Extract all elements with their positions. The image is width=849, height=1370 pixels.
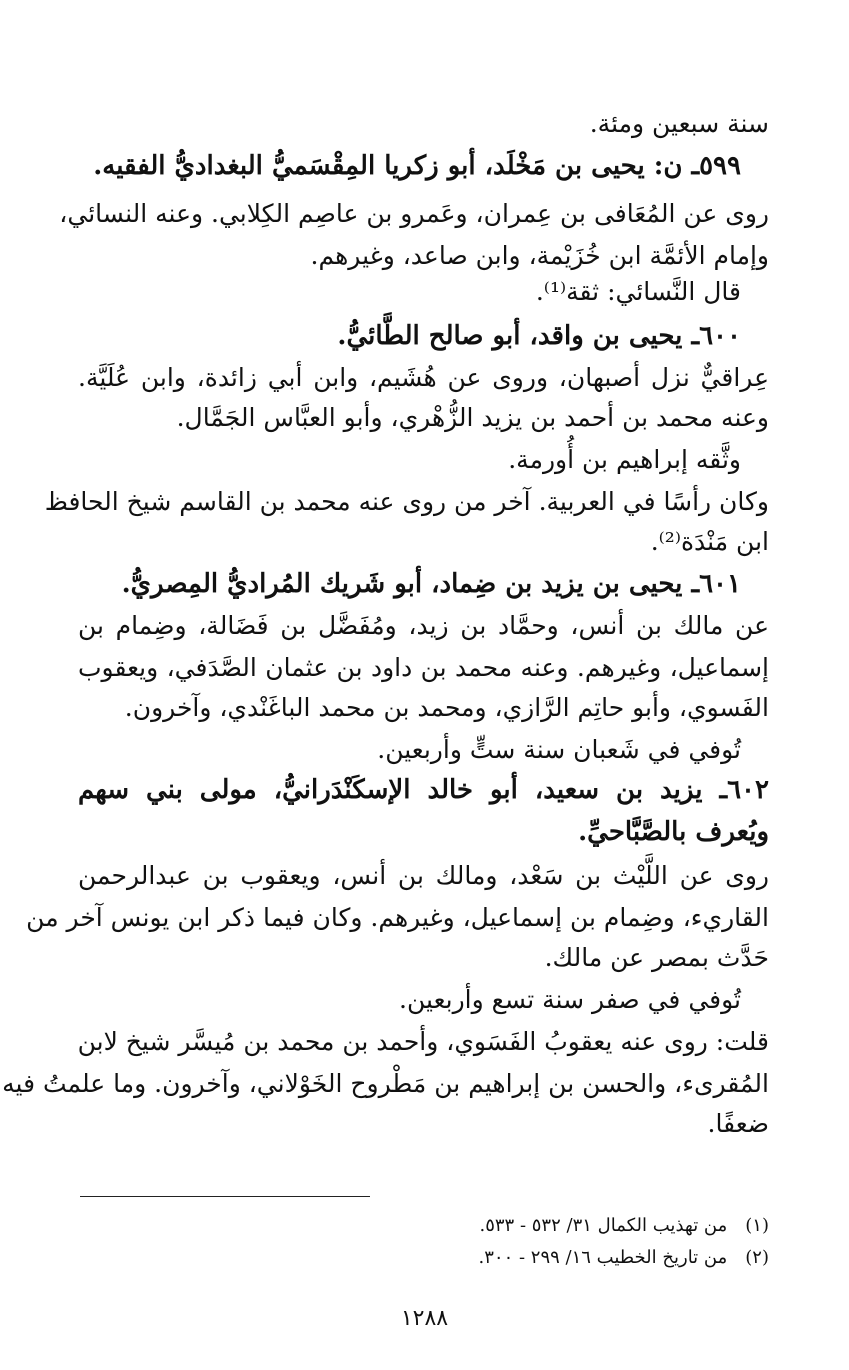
text-line: وكان رأسًا في العربية. آخر من روى عنه محمد بن القاسم شيخ الحافظ <box>44 487 769 516</box>
text-line: ابن مَنْدَة⁽²⁾. <box>650 527 769 556</box>
footnote-number: (٢) <box>745 1247 769 1268</box>
text-line: ضعفًا. <box>707 1109 769 1138</box>
text-line: عِراقيٌّ نزل أصبهان، وروى عن هُشَيم، وابن أبي زائدة، وابن عُلَيَّة. <box>78 363 769 392</box>
entry-heading-602: ٦٠٢ـ يزيد بن سعيد، أبو خالد الإسكَنْدَرانيُّ، مولى بني سهم <box>78 775 769 805</box>
footnote-text: من تاريخ الخطيب ١٦/ ٢٩٩ - ٣٠٠. <box>478 1247 728 1268</box>
footnote-2 <box>80 1244 769 1272</box>
entry-heading-602-cont: ويُعرف بالصَّبَّاحيِّ. <box>578 817 769 847</box>
entry-heading-599: ٥٩٩ـ ن: يحيى بن مَخْلَد، أبو زكريا المِقْسَميُّ البغداديُّ الفقيه. <box>93 151 741 181</box>
text-line: روى عن اللَّيْث بن سَعْد، ومالك بن أنس، ويعقوب بن عبدالرحمن <box>78 861 769 890</box>
text-line: تُوفي في شَعبان سنة ستٍّ وأربعين. <box>377 735 741 764</box>
text-line: المُقرىء، والحسن بن إبراهيم بن مَطْروح الخَوْلاني، وآخرون. وما علمتُ فيه <box>2 1069 769 1098</box>
footnote-separator <box>80 1196 370 1197</box>
text-line: سنة سبعين ومئة. <box>589 109 769 138</box>
text-line: وإمام الأئمَّة ابن خُزَيْمة، وابن صاعد، وغيرهم. <box>310 241 769 270</box>
text-line: عن مالك بن أنس، وحمَّاد بن زيد، ومُفَضَّل بن فَضَالة، وضِمام بن <box>78 611 769 640</box>
text-line: وعنه محمد بن أحمد بن يزيد الزُّهْري، وأبو العبَّاس الجَمَّال. <box>176 403 769 432</box>
text-line: الفَسوي، وأبو حاتِم الرَّازي، ومحمد بن محمد الباغَنْدي، وآخرون. <box>124 693 769 722</box>
entry-heading-600: ٦٠٠ـ يحيى بن واقد، أبو صالح الطَّائيُّ. <box>337 321 741 351</box>
page-number: ١٢٨٨ <box>400 1306 449 1331</box>
text-line: وثَّقه إبراهيم بن أُورمة. <box>508 445 741 474</box>
text-line: روى عن المُعَافى بن عِمران، وعَمرو بن عاصِم الكِلابي. وعنه النسائي، <box>59 199 769 228</box>
footnote-1 <box>80 1212 769 1240</box>
text-line: تُوفي في صفر سنة تسع وأربعين. <box>399 985 741 1014</box>
text-line: إسماعيل، وغيرهم. وعنه محمد بن داود بن عثمان الصَّدَفي، ويعقوب <box>78 653 769 682</box>
footnote-number: (١) <box>745 1215 769 1236</box>
text-line: القاريء، وضِمام بن إسماعيل، وغيرهم. وكان فيما ذكر ابن يونس آخر من <box>26 903 769 932</box>
text-line: حَدَّث بمصر عن مالك. <box>544 943 769 972</box>
footnote-text: من تهذيب الكمال ٣١/ ٥٣٢ - ٥٣٣. <box>479 1215 728 1236</box>
entry-heading-601: ٦٠١ـ يحيى بن يزيد بن ضِماد، أبو شَريك المُراديُّ المِصريُّ. <box>121 569 741 599</box>
text-line: قلت: روى عنه يعقوبُ الفَسَوي، وأحمد بن محمد بن مُيسَّر شيخ لابن <box>77 1027 769 1056</box>
text-line: قال النَّسائي: ثقة⁽¹⁾. <box>535 277 741 306</box>
